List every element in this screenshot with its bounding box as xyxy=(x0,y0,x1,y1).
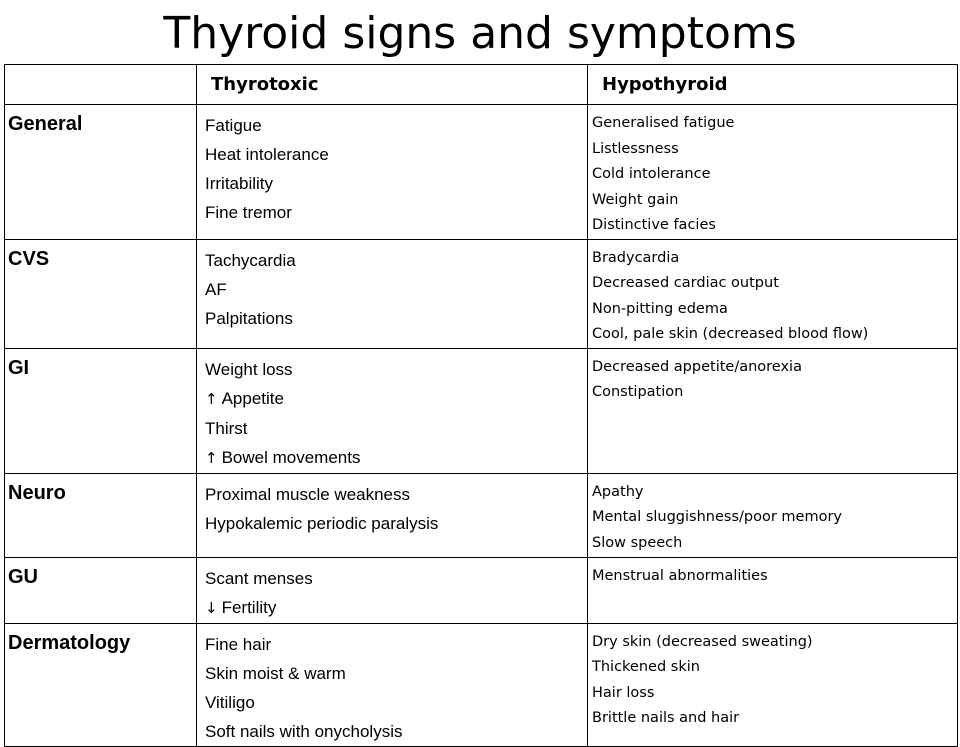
hypothyroid-item xyxy=(592,355,957,381)
category-cell: Neuro xyxy=(5,473,197,557)
item-text: Irritability xyxy=(205,174,274,193)
item-text: Cool, pale skin (decreased blood flow) xyxy=(592,326,869,342)
hypothyroid-item xyxy=(592,630,957,656)
hypothyroid-item xyxy=(592,271,957,297)
item-text: Proximal muscle weakness xyxy=(205,484,411,504)
item-text: Hypokalemic periodic paralysis xyxy=(205,513,439,533)
table-row xyxy=(5,105,958,240)
item-text: Generalised fatigue xyxy=(592,115,735,131)
table-row xyxy=(5,623,958,746)
thyrotoxic-cell xyxy=(197,105,588,240)
item-text: Thickened skin xyxy=(592,659,700,675)
item-text: Palpitations xyxy=(205,308,293,328)
item-text: Brittle nails and hair xyxy=(592,710,740,726)
thyrotoxic-item xyxy=(205,414,587,443)
hypothyroid-cell xyxy=(588,473,958,557)
thyrotoxic-item xyxy=(205,717,587,746)
thyrotoxic-item xyxy=(205,688,587,717)
table-row xyxy=(5,348,958,473)
item-text: Listlessness xyxy=(592,140,679,157)
thyrotoxic-item xyxy=(205,509,587,538)
item-text: Weight gain xyxy=(592,191,679,208)
item-text: Soft nails with onycholysis xyxy=(205,721,403,741)
item-text: Mental sluggishness/poor memory xyxy=(592,509,842,525)
item-text: Fatigue xyxy=(205,116,262,135)
item-text: Fine tremor xyxy=(205,203,292,222)
thyrotoxic-cell xyxy=(197,239,588,348)
hypothyroid-cell xyxy=(588,623,958,746)
hypothyroid-item xyxy=(592,213,957,239)
thyrotoxic-item xyxy=(205,246,587,275)
hypothyroid-item xyxy=(592,681,957,707)
symptoms-table xyxy=(4,64,958,747)
thyrotoxic-item xyxy=(205,564,587,593)
item-text: Heat intolerance xyxy=(205,145,329,164)
hypothyroid-item xyxy=(592,297,957,323)
item-text: Scant menses xyxy=(205,568,313,588)
item-text: Hair loss xyxy=(592,684,655,701)
hypothyroid-cell xyxy=(588,105,958,240)
hypothyroid-cell xyxy=(588,239,958,348)
thyrotoxic-item xyxy=(205,275,587,304)
thyrotoxic-item xyxy=(205,304,587,333)
thyrotoxic-cell xyxy=(197,623,588,746)
item-text: Apathy xyxy=(592,483,644,500)
item-text: Decreased cardiac output xyxy=(592,275,779,291)
item-text: Slow speech xyxy=(592,534,683,551)
item-text: Tachycardia xyxy=(205,250,296,270)
header-blank-cell xyxy=(5,65,197,105)
item-text: Fine hair xyxy=(205,634,272,654)
item-text: Weight loss xyxy=(205,359,293,379)
thyrotoxic-item xyxy=(205,630,587,659)
thyrotoxic-item xyxy=(205,480,587,509)
thyrotoxic-cell xyxy=(197,473,588,557)
hypothyroid-item xyxy=(592,322,957,348)
item-text: Vitiligo xyxy=(205,692,255,712)
thyrotoxic-item xyxy=(205,355,587,384)
arrow-up-icon: ↑ xyxy=(205,448,218,467)
header-thyrotoxic: Thyrotoxic xyxy=(197,65,588,105)
item-text: Appetite xyxy=(221,388,284,408)
item-text: Bradycardia xyxy=(592,249,680,266)
thyrotoxic-item xyxy=(205,443,587,473)
item-text: Decreased appetite/anorexia xyxy=(592,358,802,375)
hypothyroid-item xyxy=(592,380,957,406)
category-cell: Dermatology xyxy=(5,623,197,746)
item-text: AF xyxy=(205,279,227,299)
item-text: Distinctive facies xyxy=(592,217,716,233)
header-row xyxy=(5,65,958,105)
hypothyroid-item xyxy=(592,137,957,163)
item-text: Thirst xyxy=(205,418,248,438)
category-cell: GI xyxy=(5,348,197,473)
thyrotoxic-item xyxy=(205,111,587,140)
page-title: Thyroid signs and symptoms xyxy=(163,8,797,59)
item-text: Dry skin (decreased sweating) xyxy=(592,633,813,650)
item-text: Cold intolerance xyxy=(592,166,711,182)
table-row xyxy=(5,239,958,348)
hypothyroid-cell xyxy=(588,557,958,623)
item-text: Skin moist & warm xyxy=(205,663,346,683)
hypothyroid-item xyxy=(592,655,957,681)
thyrotoxic-item xyxy=(205,169,587,198)
item-text: Bowel movements xyxy=(221,447,361,467)
item-text: Non-pitting edema xyxy=(592,300,728,317)
arrow-down-icon: ↓ xyxy=(205,598,218,617)
thyrotoxic-item xyxy=(205,384,587,414)
hypothyroid-item xyxy=(592,480,957,506)
thyrotoxic-cell xyxy=(197,557,588,623)
hypothyroid-cell xyxy=(588,348,958,473)
category-cell: GU xyxy=(5,557,197,623)
header-hypothyroid: Hypothyroid xyxy=(588,65,958,105)
arrow-up-icon: ↑ xyxy=(205,389,218,408)
table-row xyxy=(5,557,958,623)
thyrotoxic-item xyxy=(205,140,587,169)
table-row xyxy=(5,473,958,557)
hypothyroid-item xyxy=(592,246,957,272)
thyrotoxic-item xyxy=(205,198,587,227)
hypothyroid-item xyxy=(592,531,957,557)
thyrotoxic-item xyxy=(205,593,587,623)
category-cell: General xyxy=(5,105,197,240)
thyrotoxic-item xyxy=(205,659,587,688)
item-text: Constipation xyxy=(592,384,684,400)
table-body xyxy=(5,105,958,747)
hypothyroid-item xyxy=(592,706,957,732)
hypothyroid-item xyxy=(592,162,957,188)
hypothyroid-item xyxy=(592,111,957,137)
hypothyroid-item xyxy=(592,505,957,531)
hypothyroid-item xyxy=(592,564,957,590)
category-cell: CVS xyxy=(5,239,197,348)
item-text: Fertility xyxy=(221,597,277,617)
thyrotoxic-cell xyxy=(197,348,588,473)
hypothyroid-item xyxy=(592,188,957,214)
item-text: Menstrual abnormalities xyxy=(592,567,768,584)
